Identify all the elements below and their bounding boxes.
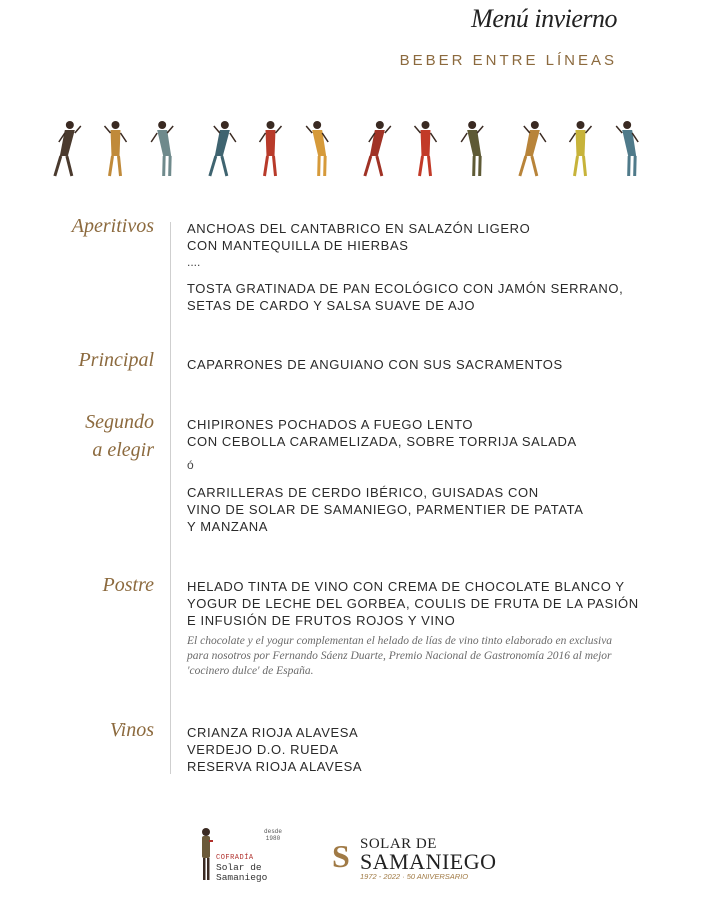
dancing-figure-icon (520, 121, 546, 176)
wine-item: VERDEJO D.O. RUEDA (187, 742, 339, 757)
wine-item: RESERVA RIOJA ALAVESA (187, 759, 363, 774)
section-label-segundo (4, 408, 154, 464)
menu-title: Menú invierno (471, 4, 617, 33)
section-label-principal: Principal (78, 349, 154, 371)
dish-anchoas: ANCHOAS DEL CANTABRICO EN SALAZÓN LIGERO CON MANTEQUILLA DE HIERBAS (187, 221, 531, 253)
menu-subtitle: BEBER ENTRE LÍNEAS (399, 52, 617, 69)
section-label-aperitivos: Aperitivos (71, 215, 154, 237)
wine-item: CRIANZA RIOJA ALAVESA (187, 725, 359, 740)
dancing-figure-icon (306, 121, 328, 176)
dish-carrilleras: CARRILLERAS DE CERDO IBÉRICO, GUISADAS CON VINO DE SOLAR DE SAMANIEGO, PARMENTIER DE PATATA Y MANZANA (187, 485, 584, 534)
solar-logo-line2: SAMANIEGO (360, 849, 497, 874)
cofradia-figure-icon (198, 826, 214, 882)
cofradia-since: desde 1980 (264, 828, 283, 842)
section-divider-line (170, 222, 171, 774)
section-label-postre: Postre (102, 574, 154, 596)
dancing-figure-icon (151, 121, 173, 176)
dancing-figure-icon (260, 121, 282, 176)
cofradia-brand: COFRADÍA (216, 854, 254, 862)
solar-monogram-icon: S (332, 838, 350, 874)
segundo-label-line1: Segundo (85, 411, 154, 433)
cofradia-logo (198, 826, 308, 888)
dancing-figure-icon (105, 121, 127, 176)
dancing-figure-icon (570, 121, 592, 176)
dancing-figure-icon (210, 121, 236, 176)
dish-chipirones: CHIPIRONES POCHADOS A FUEGO LENTO CON CEBOLLA CARAMELIZADA, SOBRE TORRIJA SALADA (187, 417, 577, 449)
segundo-label-line2: a elegir (92, 439, 154, 461)
dancing-figure-icon (55, 121, 81, 176)
wine-list (187, 724, 362, 775)
cofradia-name: Solar de Samaniego (216, 862, 268, 883)
solar-logo-line1: SOLAR DE (360, 836, 437, 852)
dessert-note: El chocolate y el yogur complementan el helado de lías de vino tinto elaborado en exclusiva para nosotros por Fernando Sáenz Duarte, Premio Nacional de Gastronomía 2016 al mejor 'cocinero dulce' de España. (187, 635, 613, 677)
dancing-figures-illustration (38, 118, 658, 180)
dish-caparrones: CAPARRONES DE ANGUIANO CON SUS SACRAMENTOS (187, 357, 563, 372)
dancing-figure-icon (616, 121, 638, 176)
dancing-figure-icon (365, 121, 391, 176)
solar-de-samaniego-logo (332, 834, 502, 886)
solar-anniversary: 1972 - 2022 · 50 ANIVERSARIO (360, 872, 469, 881)
dish-tosta: TOSTA GRATINADA DE PAN ECOLÓGICO CON JAMÓN SERRANO, SETAS DE CARDO Y SALSA SUAVE DE AJO (187, 281, 624, 313)
dish-or: ó (187, 458, 194, 472)
dish-helado: HELADO TINTA DE VINO CON CREMA DE CHOCOLATE BLANCO Y YOGUR DE LECHE DEL GORBEA, COULIS DE FRUTA DE LA PASIÓN E INFUSIÓN DE FRUTOS ROJOS Y VINO (187, 579, 639, 628)
dancing-figure-icon (461, 121, 483, 176)
dancing-figure-icon (415, 121, 437, 176)
section-label-vinos: Vinos (109, 719, 154, 741)
dish-separator: .... (187, 255, 201, 269)
